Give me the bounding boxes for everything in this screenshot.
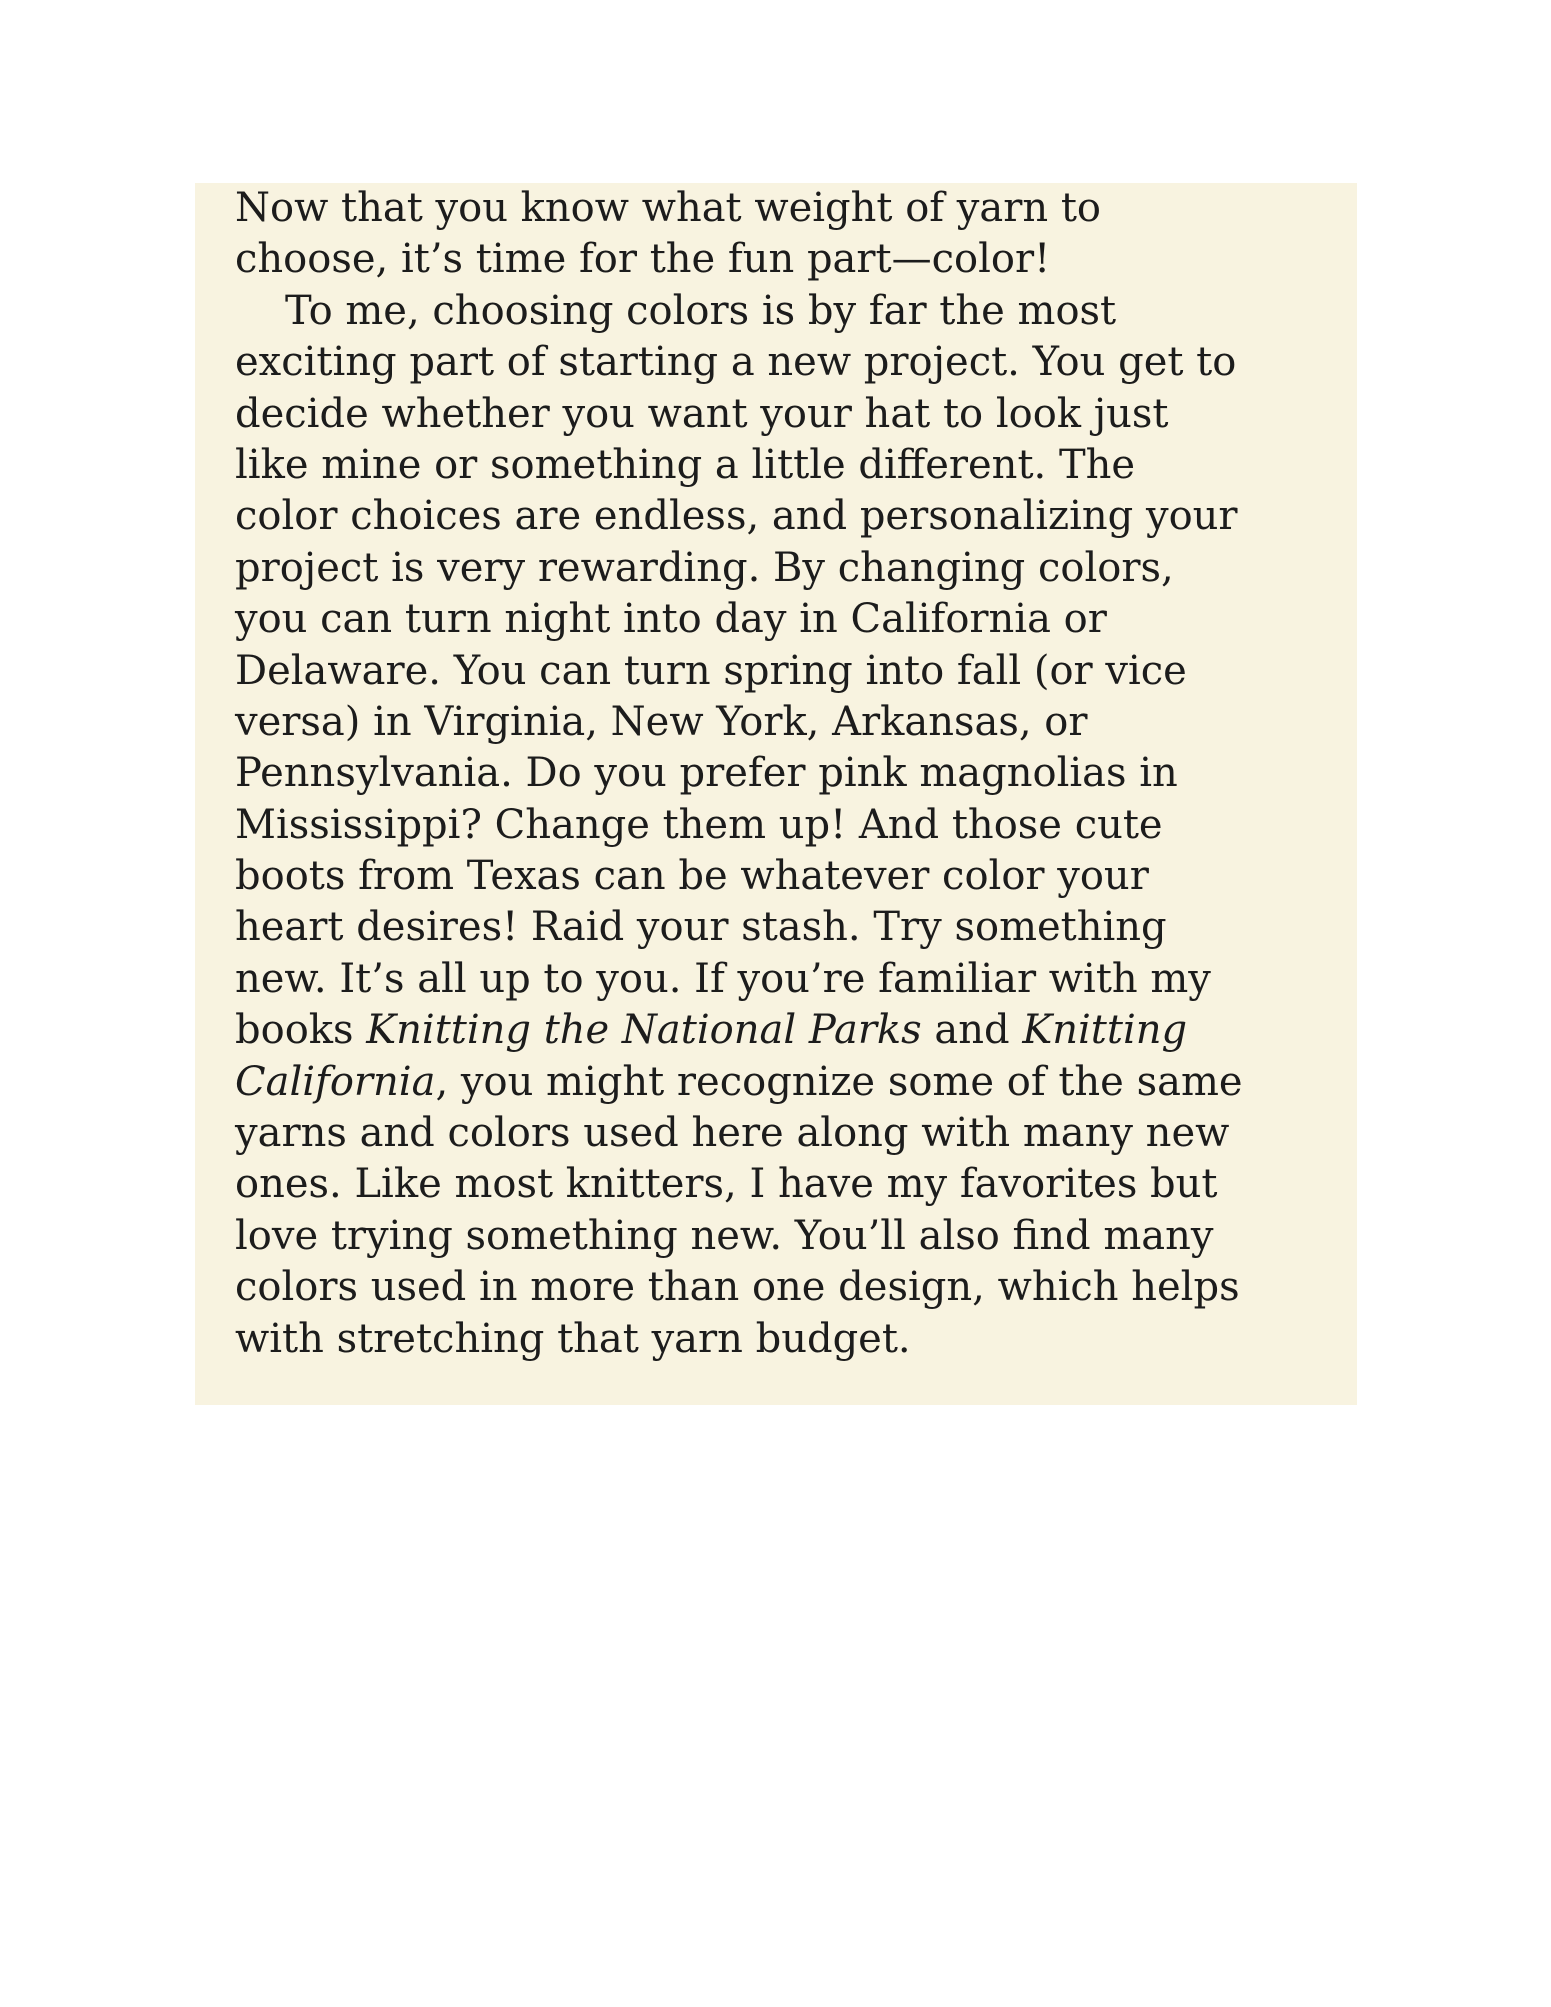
text-span: Pennsylvania. Do you prefer pink magnolias in <box>235 750 1178 797</box>
text-span: colors used in more than one design, which helps <box>235 1264 1240 1311</box>
book-title: California <box>235 1058 436 1105</box>
text-span: books <box>235 1007 367 1054</box>
text-line <box>235 1005 1355 1056</box>
text-line <box>235 697 1355 748</box>
paragraph-start-line <box>235 286 1355 337</box>
text-span: versa) in Virginia, New York, Arkansas, or <box>235 698 1088 745</box>
text-span: , you might recognize some of the same <box>435 1058 1243 1105</box>
text-span: new. It’s all up to you. If you’re familiar with my <box>235 955 1211 1002</box>
text-span: Mississippi? Change them up! And those cute <box>235 801 1163 848</box>
text-line <box>235 234 1355 285</box>
body-text <box>235 183 1355 1365</box>
text-line <box>235 440 1355 491</box>
text-line <box>235 748 1355 799</box>
text-line <box>235 646 1355 697</box>
text-line <box>235 1057 1355 1108</box>
text-span: color choices are endless, and personalizing your <box>235 493 1238 540</box>
text-line <box>235 594 1355 645</box>
text-line <box>235 1159 1355 1210</box>
text-span: you can turn night into day in California or <box>235 596 1107 643</box>
text-span: boots from Texas can be whatever color your <box>235 853 1149 900</box>
text-line <box>235 851 1355 902</box>
text-span: heart desires! Raid your stash. Try something <box>235 904 1167 951</box>
text-line <box>235 902 1355 953</box>
text-line <box>235 1314 1355 1365</box>
text-line <box>235 389 1355 440</box>
text-span: like mine or something a little different. The <box>235 441 1136 488</box>
text-line <box>235 1211 1355 1262</box>
text-span: exciting part of starting a new project. You get to <box>235 339 1237 386</box>
text-span: To me, choosing colors is by far the most <box>285 287 1117 334</box>
text-span: and <box>921 1007 1023 1054</box>
text-line <box>235 543 1355 594</box>
text-span: choose, it’s time for the fun part—color! <box>235 236 1051 283</box>
text-line <box>235 1262 1355 1313</box>
text-line <box>235 800 1355 851</box>
text-line <box>235 337 1355 388</box>
book-title: Knitting the National Parks <box>366 1007 922 1054</box>
text-line <box>235 491 1355 542</box>
text-line <box>235 1108 1355 1159</box>
text-span: ones. Like most knitters, I have my favorites but <box>235 1161 1218 1208</box>
text-span: yarns and colors used here along with many new <box>235 1110 1230 1157</box>
text-span: Now that you know what weight of yarn to <box>235 185 1101 231</box>
text-line <box>235 183 1355 234</box>
text-line <box>235 954 1355 1005</box>
book-title: Knitting <box>1022 1007 1188 1054</box>
text-span: decide whether you want your hat to look just <box>235 390 1169 437</box>
text-span: love trying something new. You’ll also find many <box>235 1212 1214 1259</box>
text-block <box>195 183 1357 1405</box>
text-span: project is very rewarding. By changing colors, <box>235 544 1174 591</box>
text-span: with stretching that yarn budget. <box>235 1315 911 1362</box>
text-span: Delaware. You can turn spring into fall (or vice <box>235 647 1187 694</box>
